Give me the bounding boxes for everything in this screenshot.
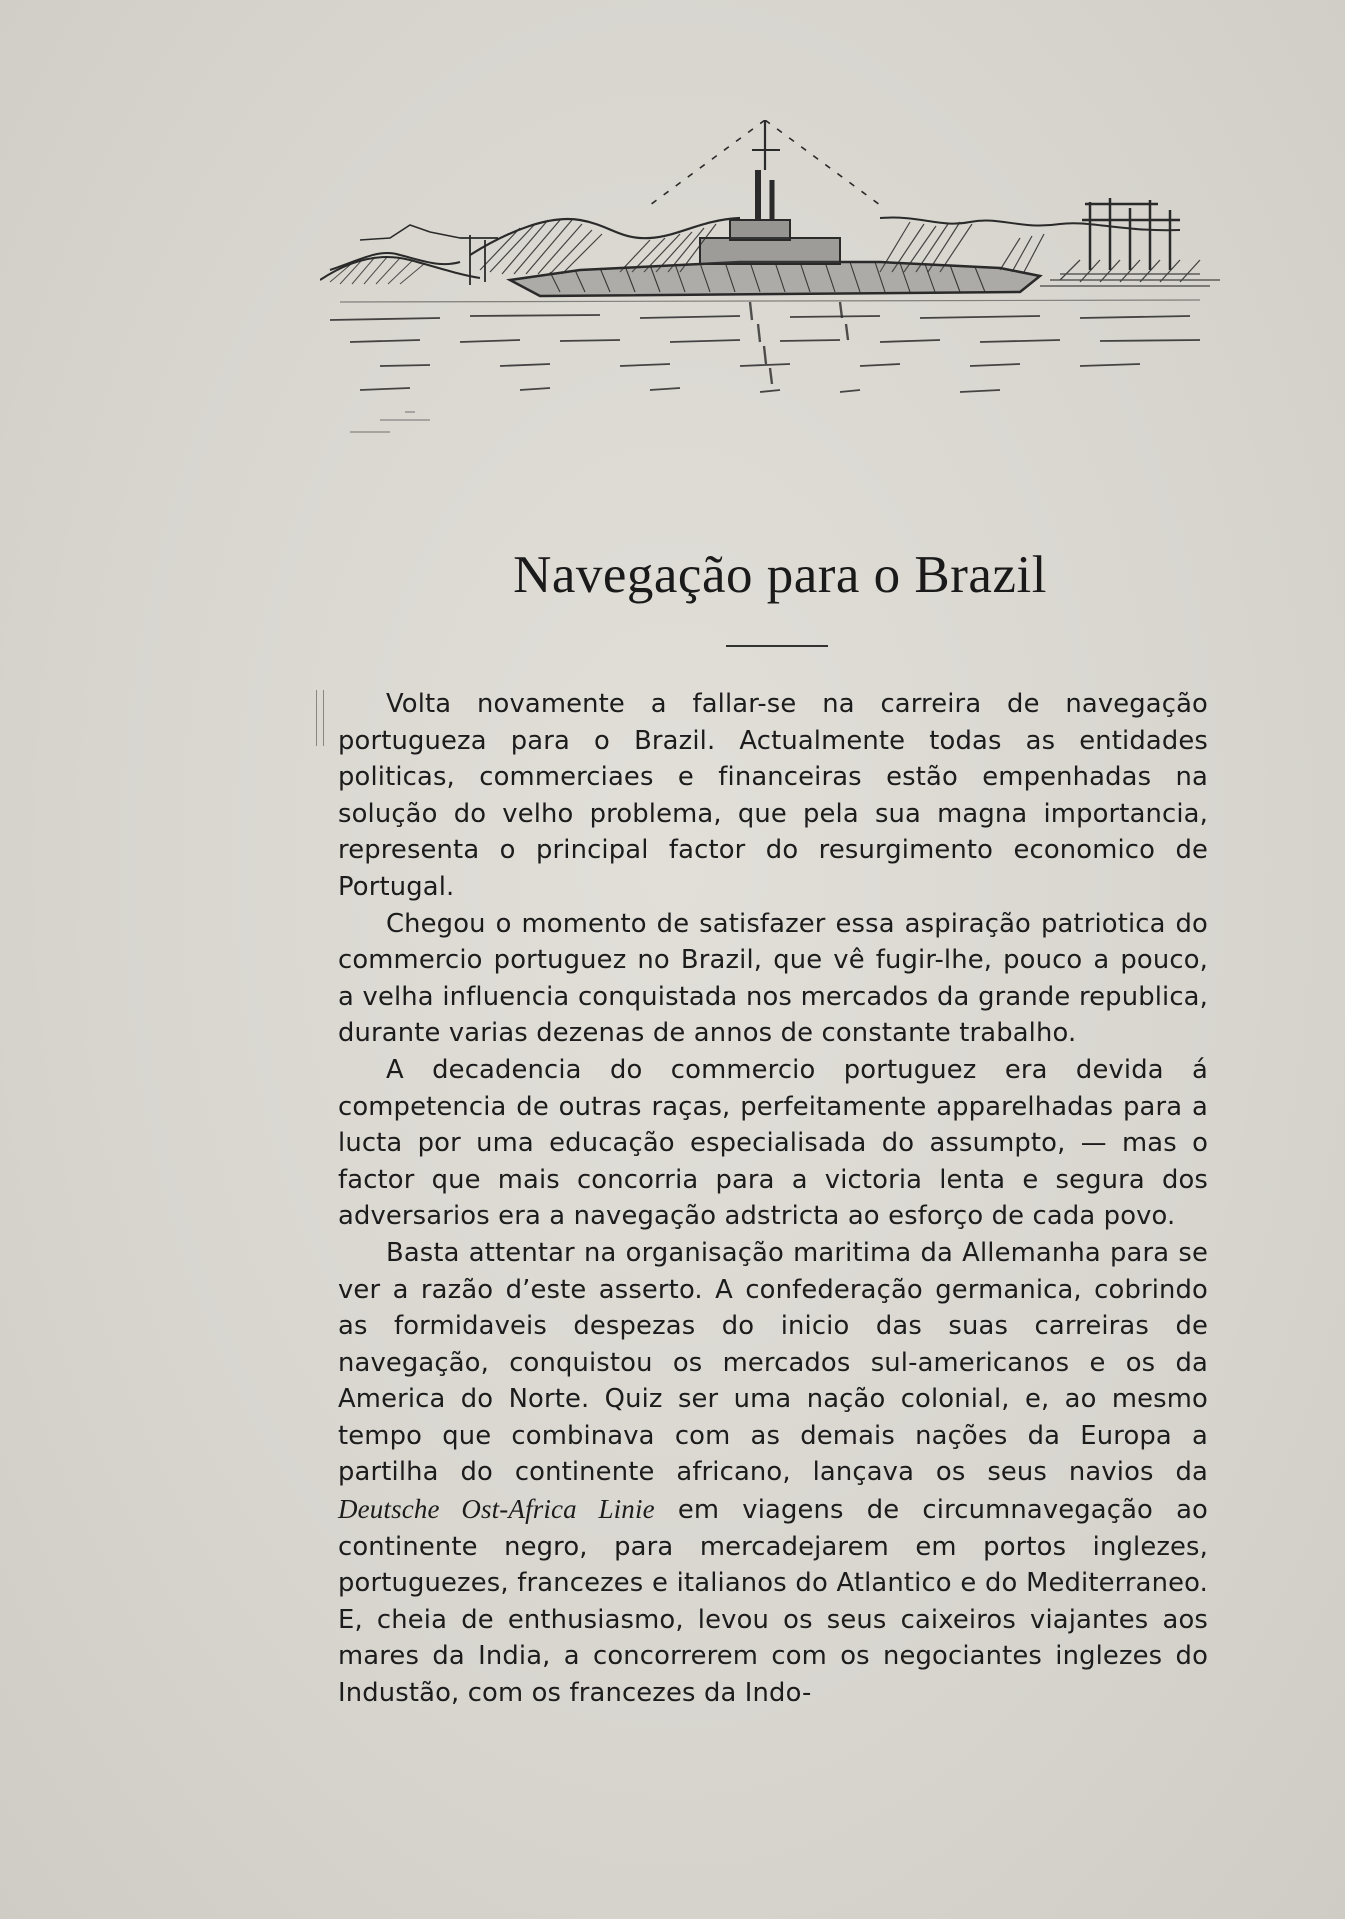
- italic-ship-line-name: Deutsche Ost-Africa Linie: [338, 1494, 655, 1525]
- paragraph-text: Chegou o momento de satisfazer essa aspiração patriotica do commercio portuguez no Brazil, que vê fugir-lhe, pouco a pouco, a velha influencia conquistada nos mercados da grande republica, durante varias dezenas de annos de constante trabalho.: [338, 908, 1208, 1049]
- paragraph: [338, 1235, 1208, 1712]
- paragraph-text: em viagens de circumnavegação ao continente negro, para mercadejarem em portos inglezes, portuguezes, francezes e italianos do Atlantico e do Mediterraneo. E, cheia de enthusiasmo, levou os seus caixeiros viajantes aos mares da India, a concorrerem com os negociantes inglezes do Industão, com os francezes da Indo-: [338, 1495, 1208, 1709]
- ship-harbor-illustration: [320, 120, 1220, 440]
- title-divider: [726, 645, 828, 647]
- paragraph-text: Volta novamente a fallar-se na carreira de navegação portugueza para o Brazil. Actualmente todas as entidades politicas, commerciaes e financeiras estão empenhadas na solução do velho problema, que pela sua magna importancia, representa o principal factor do resurgimento economico de Portugal.: [338, 689, 1208, 902]
- paragraph: [338, 906, 1208, 1052]
- body-text: [338, 686, 1208, 1712]
- paragraph: [338, 1052, 1208, 1235]
- chapter-title: Navegação para o Brazil: [513, 546, 1047, 604]
- paragraph-text: Basta attentar na organisação maritima da Allemanha para se ver a razão d’este asserto. A confederação germanica, cobrindo as formidaveis despezas do inicio das suas carreiras de navegação, conquistou os mercados sul-americanos e os da America do Norte. Quiz ser uma nação colonial, e, ao mesmo tempo que combinava com as demais nações da Europa a partilha do continente africano, lançava os seus navios da: [338, 1237, 1208, 1488]
- margin-mark: [316, 690, 324, 746]
- paragraph: [338, 686, 1208, 906]
- paragraph-text: A decadencia do commercio portuguez era devida á competencia de outras raças, perfeitamente apparelhadas para a lucta por uma educação especialisada do assumpto, — mas o factor que mais concorria para a victoria lenta e segura dos adversarios era a navegação adstricta ao esforço de cada povo.: [338, 1054, 1208, 1232]
